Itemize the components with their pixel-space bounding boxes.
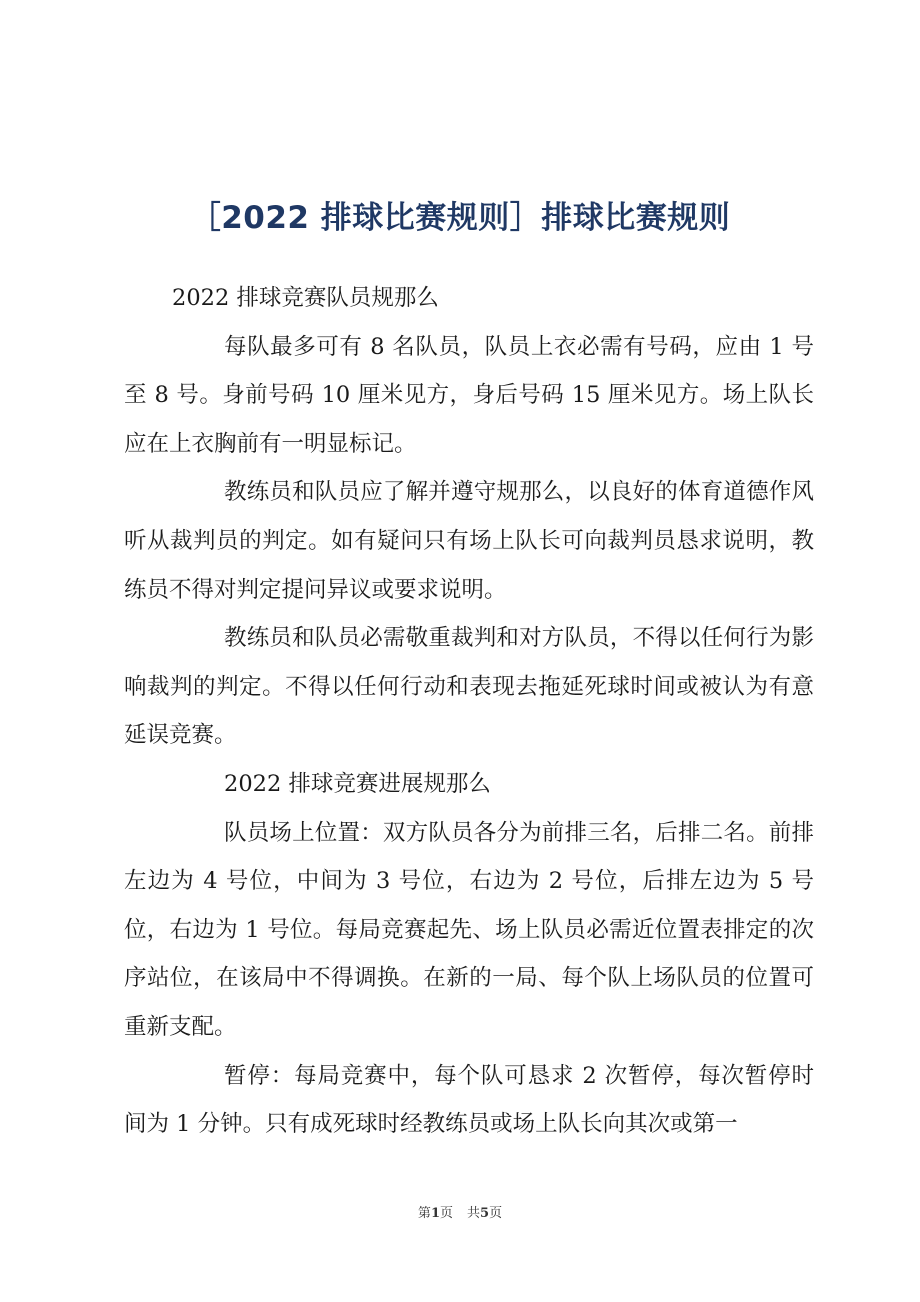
- page-prefix: 第: [417, 1206, 431, 1221]
- page-total: 5: [480, 1206, 490, 1221]
- paragraph: 教练员和队员应了解并遵守规那么，以良好的体育道德作风听从裁判员的判定。如有疑问只有场上队长可向裁判员恳求说明，教练员不得对判定提问异议或要求说明。: [124, 479, 814, 603]
- paragraph: 队员场上位置：双方队员各分为前排三名，后排二名。前排左边为 4 号位，中间为 3 号位，右边为 2 号位，后排左边为 5 号位，右边为 1 号位。每局竞赛起先、场上队员必需近位置表排定的次序站位，在该局中不得调换。在新的一局、每个队上场队员的位置可重新支配。: [124, 819, 814, 1040]
- paragraph: 每队最多可有 8 名队员，队员上衣必需有号码，应由 1 号至 8 号。身前号码 10 厘米见方，身后号码 15 厘米见方。场上队长应在上衣胸前有一明显标记。: [124, 333, 814, 457]
- section-heading: 2022 排球竞赛队员规那么: [172, 285, 439, 311]
- section-heading: 2022 排球竞赛进展规那么: [224, 770, 491, 797]
- total-unit: 页: [489, 1206, 503, 1221]
- document-body: [124, 274, 814, 1149]
- page-current: 1: [430, 1206, 440, 1221]
- document-title: ［2022 排球比赛规则］排球比赛规则: [189, 200, 731, 236]
- page-footer: [0, 1204, 920, 1224]
- paragraph: 教练员和队员必需敬重裁判和对方队员，不得以任何行为影响裁判的判定。不得以任何行动和表现去拖延死球时间或被认为有意延误竞赛。: [124, 625, 814, 749]
- paragraph: 暂停：每局竞赛中，每个队可恳求 2 次暂停，每次暂停时间为 1 分钟。只有成死球时经教练员或场上队长向其次或第一: [124, 1062, 814, 1138]
- total-prefix: 共: [467, 1206, 481, 1221]
- page-unit: 页: [439, 1206, 453, 1221]
